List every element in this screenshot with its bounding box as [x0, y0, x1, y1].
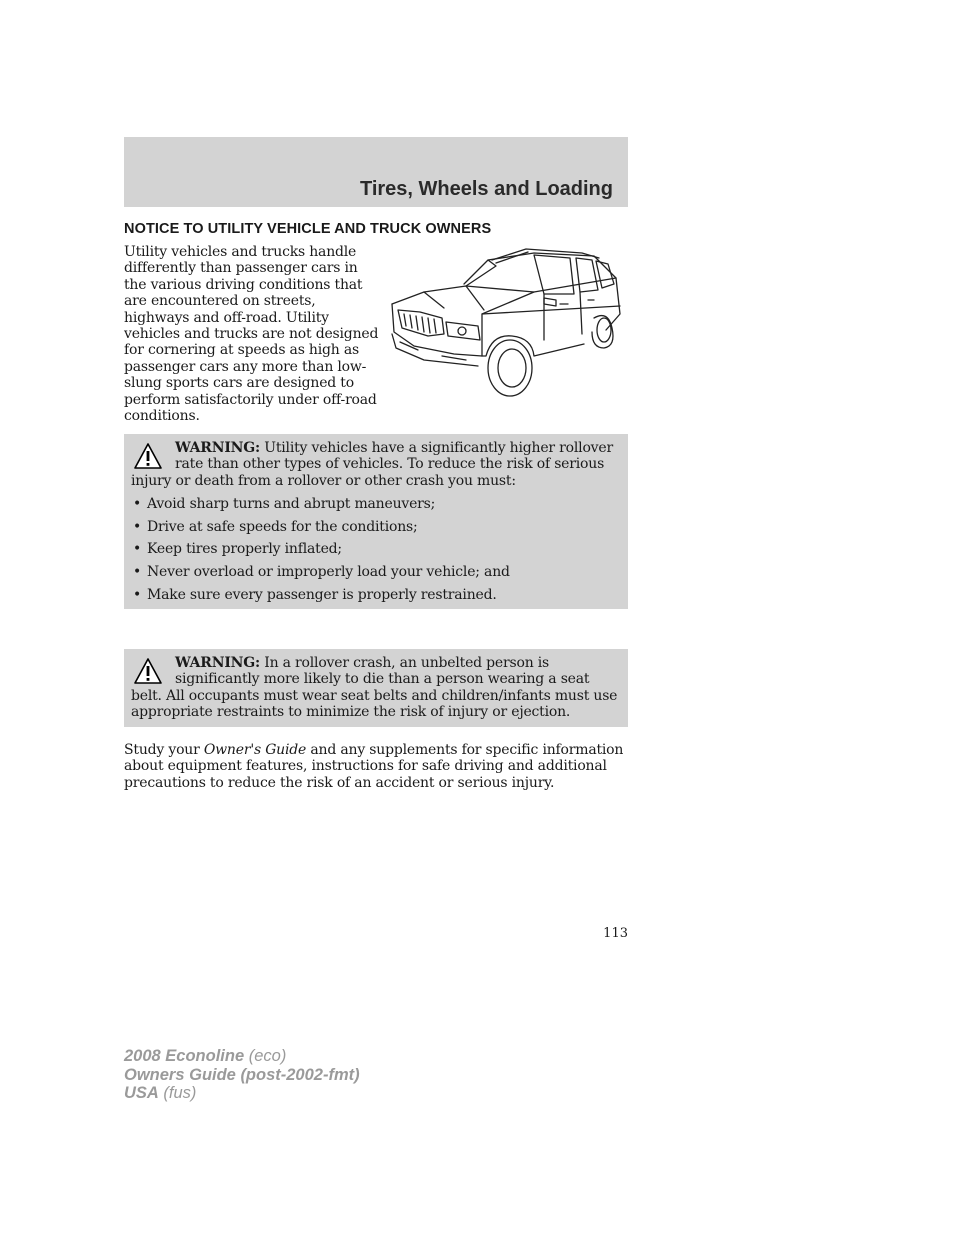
footer-market-code: (fus) — [158, 1084, 197, 1102]
list-item: • Keep tires properly inflated; — [131, 541, 618, 557]
footer-line-guide — [124, 1066, 360, 1085]
intro-paragraph: Utility vehicles and trucks handle differently than passenger cars in the various driving conditions that are encountered on streets, highways and off-road. Utility vehicles and trucks are not designed for cornering at speeds as high as passenger cars any more than low-slung sports cars are designed to perform satisfactorily under off-road conditions. — [124, 244, 379, 425]
rollover-warning — [124, 434, 628, 609]
warning-label: WARNING: — [175, 440, 260, 456]
closing-text-end: and any supplements for specific information about equipment features, instructions for safe driving and additional precautions to reduce the risk of an accident or serious injury. — [124, 742, 624, 791]
warning-label: WARNING: — [175, 655, 260, 671]
suv-illustration — [384, 244, 628, 400]
footer-model-code: (eco) — [244, 1047, 287, 1065]
header-band — [124, 137, 628, 207]
warning-text — [131, 440, 618, 489]
warning-triangle-icon — [133, 657, 163, 685]
footer-model: 2008 Econoline — [124, 1047, 245, 1065]
list-item: • Never overload or improperly load your vehicle; and — [131, 564, 618, 580]
warning-text — [131, 655, 618, 721]
warning-triangle-icon — [133, 442, 163, 470]
footer-market: USA — [124, 1084, 159, 1102]
seatbelt-warning — [124, 649, 628, 727]
safety-list — [131, 496, 618, 603]
section-heading: NOTICE TO UTILITY VEHICLE AND TRUCK OWNERS — [124, 221, 492, 237]
warning-body: In a rollover crash, an unbelted person is significantly more likely to die than a person wearing a seat belt. All occupants must wear seat belts and children/infants must use appropriate restraints to minimize the risk of injury or ejection. — [131, 655, 618, 721]
footer-line-market — [124, 1084, 360, 1103]
page-title: Tires, Wheels and Loading — [359, 178, 613, 200]
closing-text-start: Study your — [124, 742, 204, 758]
footer-guide: Owners Guide (post-2002-fmt) — [124, 1065, 360, 1084]
footer — [124, 1047, 360, 1103]
list-item: • Avoid sharp turns and abrupt maneuvers; — [131, 496, 618, 512]
list-item: • Make sure every passenger is properly restrained. — [131, 587, 618, 603]
page-number: 113 — [603, 926, 628, 941]
footer-line-model — [124, 1047, 360, 1066]
list-item: • Drive at safe speeds for the conditions; — [131, 519, 618, 535]
owners-guide-title: Owner's Guide — [203, 742, 307, 758]
closing-paragraph — [124, 742, 628, 791]
warning-body: Utility vehicles have a significantly higher rollover rate than other types of vehicles. To reduce the risk of serious injury or death from a rollover or other crash you must: — [131, 440, 613, 489]
